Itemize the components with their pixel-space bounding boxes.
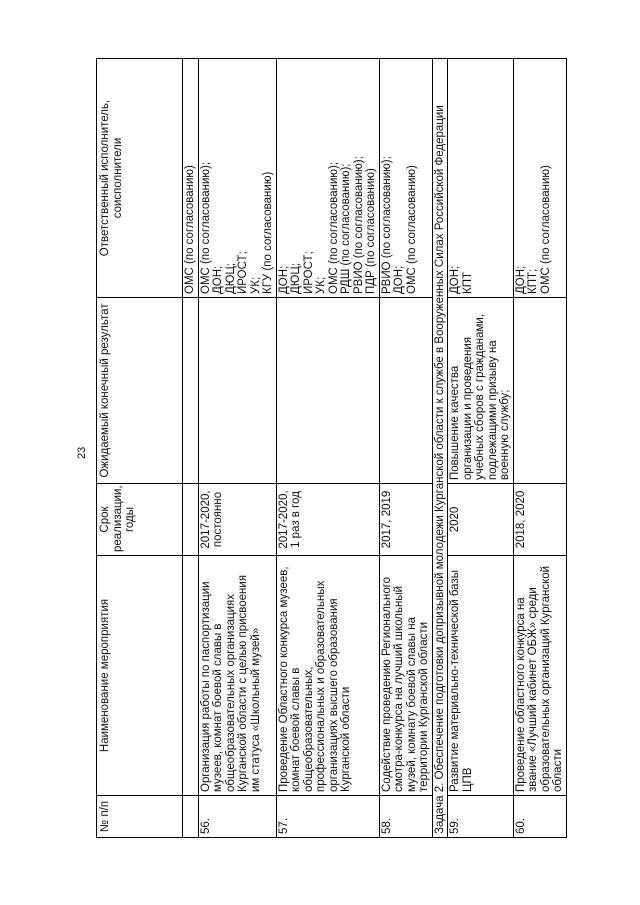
cell-name: Проведение областного конкурса на звание «Лучший кабинет ОБЖ» среди образовательных организаций Курганской области (513, 556, 566, 796)
cell-name: Проведение Областного конкурса музеев, комнат боевой славы в общеобразовательных, профессиональных и образовательных организациях высшего образования Курганской области (276, 556, 379, 796)
cell-num: 57. (276, 796, 379, 838)
cell-num: 60. (513, 796, 566, 838)
cell-executor (198, 59, 276, 298)
executor-line: ОМС (по согласованию); (199, 161, 212, 294)
cell-empty (183, 484, 199, 556)
task-row (432, 59, 448, 838)
cell-executor (448, 59, 514, 298)
executor-line: КГУ (по согласованию) (262, 171, 274, 294)
cell-name: Содействие проведению Регионального смотра-конкурса на лучший школьный музей, комнату боевой славы на территории Курганской области (379, 556, 432, 796)
executor-line: ОМС (по согласованию) (405, 165, 418, 294)
events-table (96, 58, 567, 838)
cell-num: 58. (379, 796, 432, 838)
executor-line: ДОН; (449, 265, 461, 294)
cell-executor (276, 59, 379, 298)
header-result: Ожидаемый конечный результат (97, 298, 183, 484)
executor-line: ОМС (по согласованию) (539, 165, 552, 294)
task-heading: Задача 2. Обеспечение подготовки допризывной молодежи Курганской области к службе в Вооруженных Силах Российской Федерации (432, 59, 448, 838)
executor-line: ДЮЦ; (224, 262, 237, 294)
cell-term: 2017-2020, 1 раз в год (276, 484, 379, 556)
executor-line: ДЮЦ; (290, 262, 302, 294)
executor-line: РВИО (по согласованию); (380, 156, 393, 294)
executor-line: УК; (315, 276, 327, 294)
executor-line: РВИО (по согласованию); (352, 156, 365, 294)
executor-line: ДОН; (393, 265, 405, 294)
table-row (198, 59, 276, 838)
table-row (276, 59, 379, 838)
executor-line: УК; (249, 276, 262, 294)
cell-term: 2020 (448, 484, 514, 556)
cell-executor: ОМС (по согласованию) (183, 59, 199, 298)
cell-name: Организация работы по паспортизации музеев, комнат боевой славы в общеобразовательных организациях Курганской области с целью присвоения им статуса «Школьный музей» (198, 556, 276, 796)
cell-num: 59. (448, 796, 514, 838)
executor-line: ДОН; (514, 265, 527, 294)
executor-line: КПТ (461, 272, 474, 294)
table-row (448, 59, 514, 838)
cell-result (379, 298, 432, 484)
cell-empty (183, 556, 199, 796)
cell-result (198, 298, 276, 484)
cell-num: 56. (198, 796, 276, 838)
executor-line: ОМС (по согласованию); (327, 161, 340, 294)
executor-line: ПДР (по согласованию) (365, 168, 377, 294)
table-header-row (97, 59, 183, 838)
cell-executor (379, 59, 432, 298)
table-row (513, 59, 566, 838)
cell-executor (513, 59, 566, 298)
header-term: Срок реализации, годы (97, 484, 183, 556)
executor-line: РДШ (по согласованию); (340, 163, 352, 294)
cell-term: 2018, 2020 (513, 484, 566, 556)
cell-empty (183, 796, 199, 838)
header-name: Наименование мероприятия (97, 556, 183, 796)
cell-result (513, 298, 566, 484)
cell-empty (183, 298, 199, 484)
page-number: 23 (76, 446, 88, 459)
executor-line: ИРОСТ; (302, 251, 315, 294)
cell-result (276, 298, 379, 484)
header-executor: Ответственный исполнитель, соисполнители (97, 59, 183, 298)
executor-line: ДОН; (212, 265, 224, 294)
cell-result: Повышение качества организации и проведения учебных сборов с гражданами, подлежащими призыву на военную службу; (448, 298, 514, 484)
cell-name: Развитие материально-технической базы ЦПВ (448, 556, 514, 796)
table-row-continuation (183, 59, 199, 838)
cell-term: 2017-2020, постоянно (198, 484, 276, 556)
cell-term: 2017, 2019 (379, 484, 432, 556)
rotated-table-container (96, 58, 564, 838)
executor-line: ИРОСТ; (237, 251, 249, 294)
table-row (379, 59, 432, 838)
header-num: № п/п (97, 796, 183, 838)
executor-line: КПТ; (527, 268, 539, 294)
executor-line: ДОН; (277, 265, 290, 294)
